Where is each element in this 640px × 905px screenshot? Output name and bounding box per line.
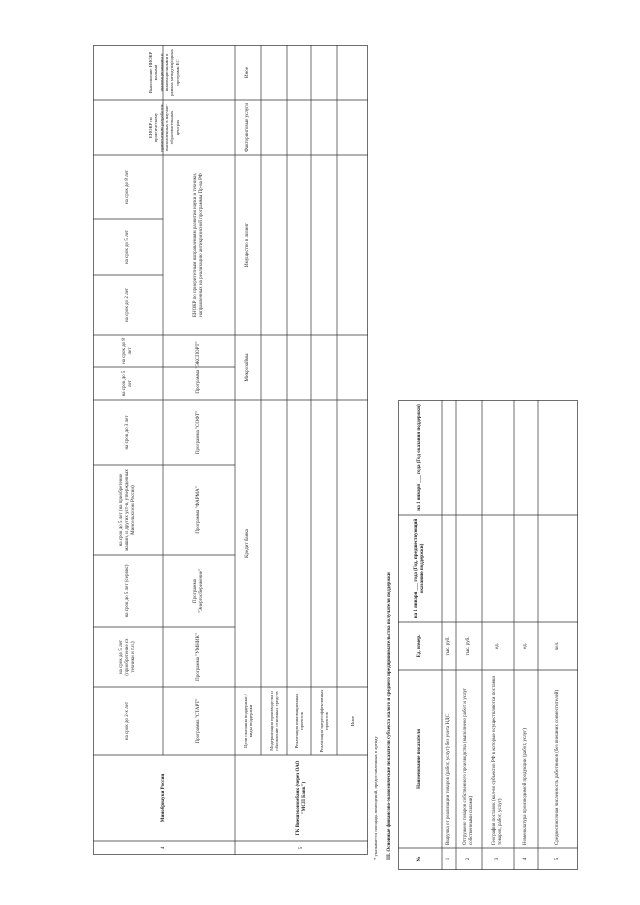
footnote-text: * указывается площадь помещений, предоставленных в аренду [373,736,379,860]
hdr-c1: на срок до 2-х лет [125,701,131,741]
hdr-c8: на срок до 2 лет [125,288,131,322]
row5-sub-4: Иное [349,715,355,727]
row5-lease: Имущество в лизинг [245,222,251,268]
row-1-unit: тыс. руб. [446,636,452,656]
col-unit: Ед. измер. [417,634,423,658]
row4-p1: Программа "СТАРТ" [196,698,202,744]
row-3-num: 3 [495,857,501,861]
row-1-num: 1 [446,857,452,861]
hdr-c3: на срок до 5 лет (сервис) [125,564,131,618]
row5-sub-0: Цели оказания поддержки / виды поддержки [242,694,253,748]
row5-factoring: Факторинговые услуги [245,102,251,153]
section-title: III. Основные финансово-экономические показатели субъекта малого и среднего предпринимательства получателя поддержки [387,572,393,860]
row-4-name: Номенклатура производимой продукции (работ, услуг) [523,728,529,845]
row5-sub-2: Реализация инновационных проектов [293,693,304,749]
row4-org: Минобрнауки России [161,773,167,823]
row5-other: Иное [245,66,251,79]
footnote [372,460,380,860]
hdr-c9: на срок до 5 лет [125,230,131,264]
hdr-c11: ЕНОКР по практическому применению разработок, выполненных в научно-образовательных центрах [148,103,180,152]
col-prev-year: на 1 января ___ года (Год, предшествующий оказанию поддержки) [414,518,425,619]
row-1-name: Выручка от реализации товаров (работ, услуг) без учета НДС [446,714,452,845]
hdr-c6: на срок до 5 лет [122,370,133,397]
row4-p5: Программа "СОФТ" [196,410,202,455]
row-4-unit: ед. [523,643,529,649]
row4-p7: ЕНОКР по приоритетным направлениям развития науки и техники, направленных на реализацию антикризисной программы Пр-ва РФ [193,172,204,318]
section-3 [385,340,395,860]
row4-p3: Программа "Энергосбережение" [193,568,204,614]
row-5-num: 5 [555,857,561,861]
row5-credit: Кредит банка [245,529,251,558]
col-num: № [417,856,423,862]
row5-sub-3: Реализация энергоэффективных проектов [318,689,329,753]
row5-org: ГК Внешэкономбанк (через ОАО "МСП Банк") [295,760,307,836]
hdr-c2: на срок до 5 лет (приобретение сх техники и т.п.) [119,638,136,676]
row-5-unit: чел. [555,641,561,651]
row5-micro: Микрозаймы [245,353,251,382]
col-support-year: на 1 января ___ года (Год оказания поддержки) [417,404,423,511]
hdr-c5: на срок до 3 лет [125,415,131,450]
row5-num: 5 [298,846,304,850]
row-3-unit: ед. [495,643,501,649]
row-2-name: Отгружено товаров собственного производства (выполнено работ и услуг собственными силами) [463,687,474,845]
hdr-c7: на срок до 8 лет [122,338,133,364]
row4-p6: Программа "ЭКСПОРТ" [196,341,202,394]
row4-num: 4 [161,846,167,850]
row-4-num: 4 [523,857,529,861]
row-5-name: Среднесписочная численность работников (без внешних совместителей) [555,689,561,845]
row4-p4: Программа "ФАРМА" [196,486,202,534]
hdr-c4: на срок до 5 лет (на приобретение машин, и других уст-в, утвержденных Минсельхозом России) [119,469,136,551]
col-name: Наименование показателя [417,729,423,789]
hdr-c12: Выполнение НИОКР малыми инновационными и инновационными в рамках международных программ ЕС [148,49,180,96]
row-3-name: География поставок (кол-во субъектов РФ в которые осуществляются поставки товаров, работ, услуг) [492,675,503,845]
row5-sub-1: Модернизация производства и обновление основных средств [268,691,279,751]
row-2-num: 2 [466,857,472,861]
row4-p2: Программа "УМНИК" [196,633,202,681]
row-2-unit: тыс. руб. [466,636,472,656]
indicators-table [398,400,578,870]
hdr-c10: на срок до 8 лет [125,170,131,204]
upper-table [93,45,368,855]
